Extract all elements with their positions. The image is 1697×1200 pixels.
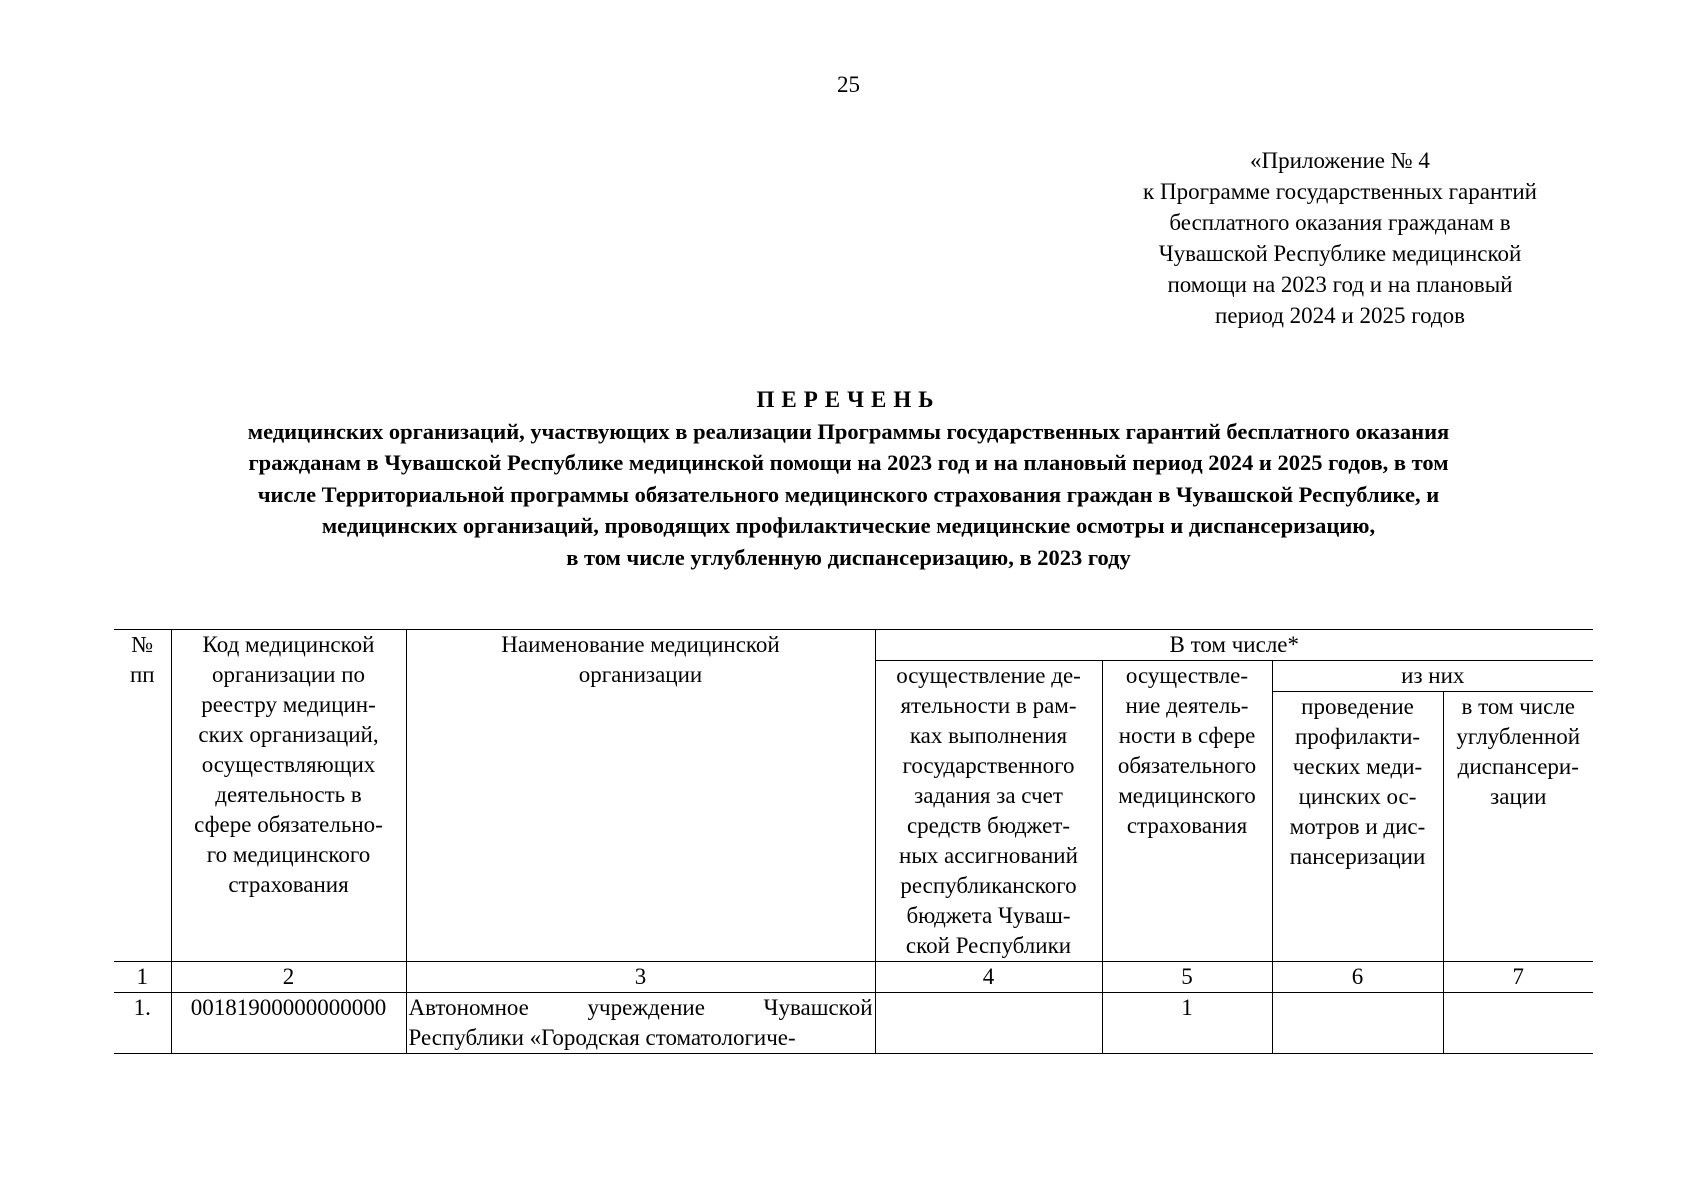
appendix-line: «Приложение № 4 bbox=[1250, 148, 1430, 173]
appendix-line: Чувашской Республике медицинской bbox=[1158, 241, 1522, 266]
header-deep-dispensary: в том числе углубленной диспансери- зации bbox=[1443, 692, 1593, 962]
column-number: 7 bbox=[1443, 962, 1593, 993]
row-prof bbox=[1272, 993, 1443, 1054]
heading-line: медицинских организаций, участвующих в реализации Программы государственных гарантий бесплатного оказания bbox=[247, 418, 1450, 444]
heading-line: медицинских организаций, проводящих профилактические медицинские осмотры и диспансеризацию, bbox=[321, 513, 1376, 538]
column-number: 5 bbox=[1102, 962, 1272, 993]
column-number: 6 bbox=[1272, 962, 1443, 993]
table-row bbox=[114, 993, 1593, 1054]
row-oms: 1 bbox=[1102, 993, 1272, 1054]
column-number: 4 bbox=[875, 962, 1102, 993]
column-number: 1 bbox=[114, 962, 171, 993]
appendix-line: период 2024 и 2025 годов bbox=[1215, 303, 1465, 328]
organizations-table bbox=[114, 629, 1593, 1054]
document-heading bbox=[0, 384, 1697, 573]
appendix-reference bbox=[1110, 145, 1570, 331]
column-numbers-row bbox=[114, 962, 1593, 993]
header-state-task: осуществление де- ятельности в рам- ках выполнения государственного задания за счет средств бюджет- ных ассигнований республиканского бюджета Чуваш- ской Республики bbox=[875, 661, 1102, 962]
row-state-task bbox=[875, 993, 1102, 1054]
header-code: Код медицинской организации по реестру медицин- ских организаций, осуществляющих деятельность в сфере обязательно- го медицинского страхования bbox=[171, 630, 406, 962]
row-name: Автономное учреждение Чувашской Республики «Городская стоматологиче- bbox=[406, 993, 875, 1054]
header-oms: осуществле- ние деятель- ности в сфере обязательного медицинского страхования bbox=[1102, 661, 1272, 962]
header-of-them: из них bbox=[1272, 661, 1593, 692]
row-code: 00181900000000000 bbox=[171, 993, 406, 1054]
page-number: 25 bbox=[837, 72, 860, 97]
heading-line: числе Территориальной программы обязательного медицинского страхования граждан в Чувашской Республике, и bbox=[257, 481, 1440, 507]
appendix-line: к Программе государственных гарантий bbox=[1143, 179, 1537, 204]
row-deep bbox=[1443, 993, 1593, 1054]
appendix-line: помощи на 2023 год и на плановый bbox=[1167, 272, 1513, 297]
column-number: 3 bbox=[406, 962, 875, 993]
appendix-line: бесплатного оказания гражданам в bbox=[1169, 210, 1511, 235]
header-prof-exams: проведение профилакти- ческих меди- цинских ос- мотров и дис- пансеризации bbox=[1272, 692, 1443, 962]
heading-line: в том числе углубленную диспансеризацию, в 2023 году bbox=[566, 544, 1131, 570]
header-num: № пп bbox=[114, 630, 171, 962]
header-including: В том числе* bbox=[875, 630, 1593, 661]
row-num: 1. bbox=[114, 993, 171, 1054]
heading-line: гражданам в Чувашской Республике медицинской помощи на 2023 год и на плановый период 2024 и 2025 годов, в том bbox=[248, 450, 1449, 475]
column-number: 2 bbox=[171, 962, 406, 993]
document-title: ПЕРЕЧЕНЬ bbox=[756, 387, 941, 412]
header-name: Наименование медицинской организации bbox=[406, 630, 875, 962]
